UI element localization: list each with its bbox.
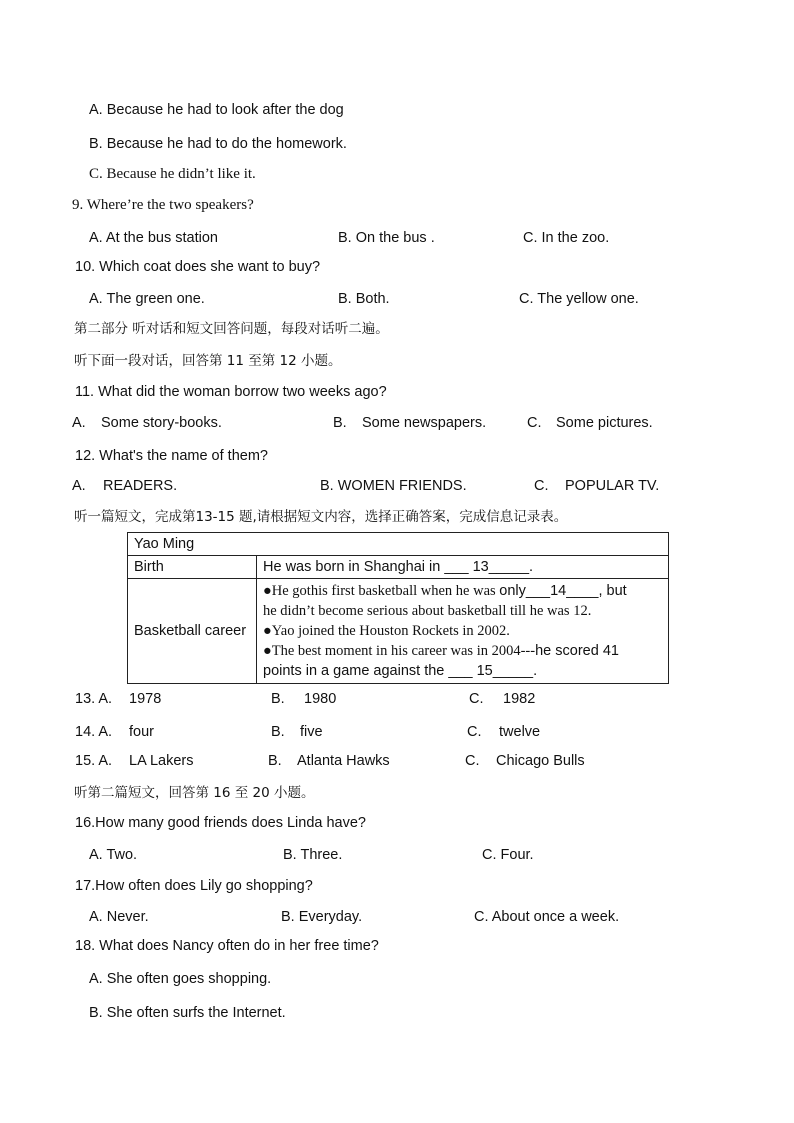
table-title: Yao Ming [128,533,669,556]
part2-heading: 第二部分 听对话和短文回答问题，每段对话听二遍。 [74,321,389,337]
q10-stem: 10. Which coat does she want to buy? [75,259,321,275]
q8-option-b: B. Because he had to do the homework. [89,136,347,152]
career-line-5: points in a game against the ___ 15_____. [263,663,538,679]
q10-option-c: C. The yellow one. [519,291,639,307]
q8-option-c: C. Because he didn’t like it. [89,166,256,182]
q15-option-b: Atlanta Hawks [297,753,390,769]
dialog-instruction: 听下面一段对话，回答第 11 至第 12 小题。 [74,353,342,369]
career-line-2: he didn’t become serious about basketball till he was 12. [263,603,592,619]
passage2-instruction: 听第二篇短文，回答第 16 至 20 小题。 [74,785,315,801]
q11-stem: 11. What did the woman borrow two weeks ago? [75,384,387,400]
career-label: Basketball career [128,579,257,684]
passage1-instruction: 听一篇短文，完成第13-15 题,请根据短文内容，选择正确答案，完成信息记录表。 [74,509,568,525]
q13-number: 13. A. [75,691,113,707]
career-line-1-serif: ●He gothis first basketball when he was [263,583,500,599]
q12-option-c-letter: C. [534,478,549,494]
birth-text: He was born in Shanghai in ___ 13_____. [257,556,669,579]
q15-number: 15. A. [75,753,113,769]
info-record-table [127,532,669,684]
q13-option-a: 1978 [129,691,162,707]
table-row [128,533,669,556]
q11-option-a-letter: A. [72,415,86,431]
q12-option-a: READERS. [103,478,178,494]
q9-option-c: C. In the zoo. [523,230,610,246]
q10-option-a: A. The green one. [89,291,205,307]
q14-option-b: five [300,724,323,740]
q12-option-a-letter: A. [72,478,86,494]
q15-option-c: Chicago Bulls [496,753,585,769]
q14-option-a: four [129,724,154,740]
career-line-4-sans: he scored 41 [535,643,619,659]
q12-option-b: B. WOMEN FRIENDS. [320,478,467,494]
birth-label: Birth [128,556,257,579]
q17-option-b: B. Everyday. [281,909,363,925]
q11-option-c-letter: C. [527,415,542,431]
q11-option-b: Some newspapers. [362,415,487,431]
q13-option-c: 1982 [503,691,536,707]
career-line-4-serif: ●The best moment in his career was in 2004--- [263,643,536,659]
q16-stem: 16.How many good friends does Linda have? [75,815,366,831]
q12-stem: 12. What's the name of them? [75,448,268,464]
career-line-3: ●Yao joined the Houston Rockets in 2002. [263,623,510,639]
q11-option-b-letter: B. [333,415,347,431]
q13-option-c-letter: C. [469,691,484,707]
career-details [257,579,669,684]
career-line-1 [263,581,662,601]
q17-option-a: A. Never. [89,909,149,925]
q9-stem: 9. Where’re the two speakers? [72,197,254,213]
q17-option-c: C. About once a week. [474,909,620,925]
q18-option-b: B. She often surfs the Internet. [89,1005,286,1021]
q9-option-a: A. At the bus station [89,230,218,246]
q18-stem: 18. What does Nancy often do in her free time? [75,938,379,954]
q16-option-b: B. Three. [283,847,343,863]
q16-option-c: C. Four. [482,847,534,863]
career-line-4 [263,641,662,661]
q11-option-c: Some pictures. [556,415,653,431]
q14-option-c: twelve [499,724,541,740]
q18-option-a: A. She often goes shopping. [89,971,272,987]
q8-option-a: A. Because he had to look after the dog [89,102,344,118]
table-row [128,556,669,579]
q10-option-b: B. Both. [338,291,390,307]
q16-option-a: A. Two. [89,847,138,863]
q14-option-b-letter: B. [271,724,285,740]
q15-option-b-letter: B. [268,753,282,769]
q13-option-b-letter: B. [271,691,285,707]
q15-option-c-letter: C. [465,753,480,769]
q14-option-c-letter: C. [467,724,482,740]
q14-number: 14. A. [75,724,113,740]
q17-stem: 17.How often does Lily go shopping? [75,878,313,894]
q13-option-b: 1980 [304,691,337,707]
q11-option-a: Some story-books. [101,415,222,431]
q12-option-c: POPULAR TV. [565,478,660,494]
table-row [128,579,669,684]
career-line-1-sans: only___14____, but [499,583,627,599]
q9-option-b: B. On the bus . [338,230,435,246]
q15-option-a: LA Lakers [129,753,194,769]
